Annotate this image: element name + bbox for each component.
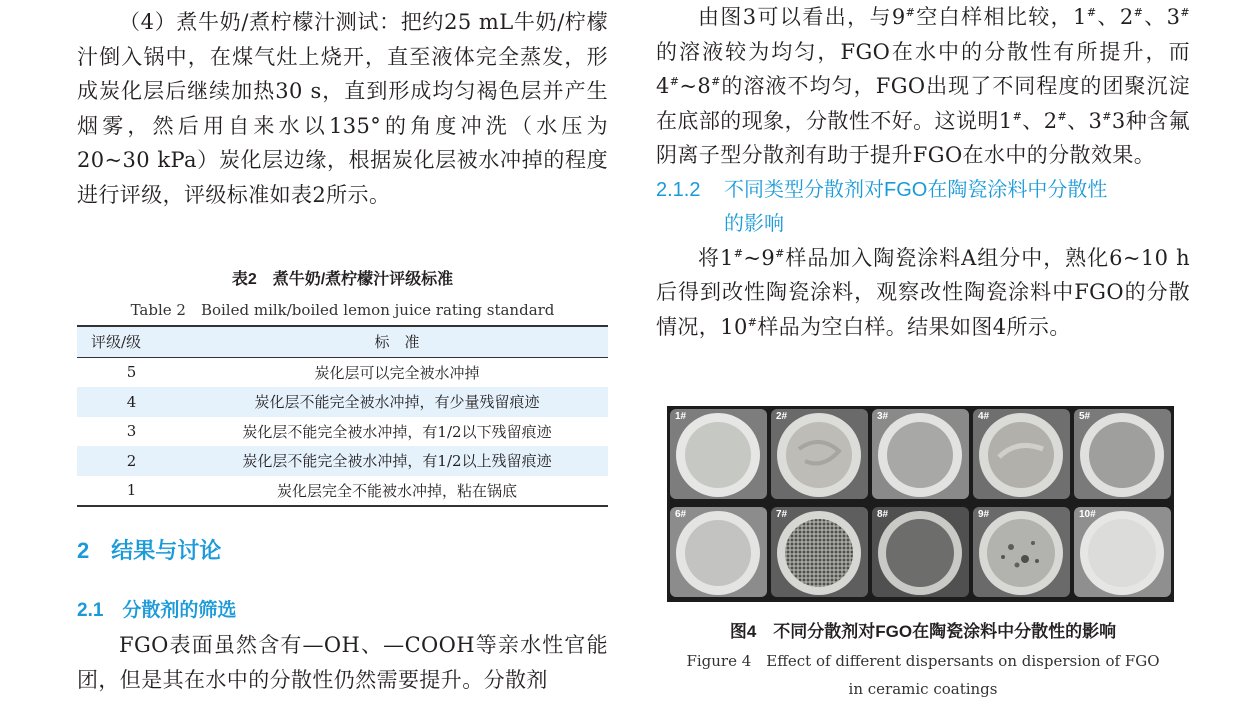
table-caption-zh: 表2 煮牛奶/煮柠檬汁评级标准: [231, 271, 454, 288]
sample-dish: [670, 507, 767, 597]
sample-dish: [973, 507, 1070, 597]
table-cell-grade: 1: [126, 481, 137, 500]
sample-label: 2#: [776, 411, 788, 422]
sample-label: 1#: [675, 411, 687, 422]
sample-dish: [771, 409, 868, 499]
table-header-standard: 标 准: [374, 333, 420, 352]
fig3-discussion-paragraph: 由图3可以看出，与9#空白样相比较，1#、2#、3#的溶液较为均匀，FGO在水中的分散性有所提升，而4#~8#的溶液不均匀，FGO出现了不同程度的团聚沉淀在底部的现象，分散性不好。这说明1#、2#、3#3种含氟阴离子型分散剂有助于提升FGO在水中的分散效果。: [656, 5, 1190, 167]
boil-test-paragraph: （4）煮牛奶/煮柠檬汁测试：把约25 mL牛奶/柠檬汁倒入锅中，在煤气灶上烧开，直至液体完全蒸发，形成炭化层后继续加热30 s，直到形成均匀褐色层并产生烟雾，然后用自来水以135°的角度冲洗（水压为20~30 kPa）炭化层边缘，根据炭化层被水冲掉的程度进行评级，评级标准如表2所示。: [77, 10, 608, 207]
sample-dish: [1074, 507, 1171, 597]
sample-label: 5#: [1079, 411, 1091, 422]
left-column: [77, 0, 608, 212]
table-header-row: [77, 326, 608, 357]
sample-label: 9#: [978, 509, 990, 520]
fgo-paragraph: FGO表面虽然含有—OH、—COOH等亲水性官能团，但是其在水中的分散性仍然需要提升。分散剂: [77, 633, 608, 692]
table-cell-grade: 4: [126, 392, 137, 411]
sample-label: 4#: [978, 411, 990, 422]
sample-dish: [872, 507, 969, 597]
section-heading-2: 2 结果与讨论: [77, 538, 222, 563]
sample-label: 7#: [776, 509, 788, 520]
figure-caption-zh: 图4 不同分散剂对FGO在陶瓷涂料中分散性的影响: [729, 622, 1117, 641]
sample-label: 10#: [1079, 509, 1096, 520]
sample-dish: [973, 409, 1070, 499]
right-column: [656, 0, 1190, 344]
left-tail: [77, 628, 608, 697]
table-cell-grade: 3: [126, 422, 137, 441]
sample-dish: [872, 409, 969, 499]
sample-label: 6#: [675, 509, 687, 520]
section-heading-2-1: 2.1 分散剂的筛选: [77, 600, 237, 621]
table-cell-standard: 炭化层不能完全被水冲掉，有少量残留痕迹: [254, 393, 540, 412]
sample-label: 8#: [877, 509, 889, 520]
table-caption-en: Table 2 Boiled milk/boiled lemon juice rating standard: [130, 301, 555, 319]
table-header-grade: 评级/级: [91, 333, 142, 352]
table-cell-grade: 2: [126, 451, 137, 470]
table-cell-standard: 炭化层可以完全被水冲掉: [314, 363, 480, 382]
subsection-heading-2-1-2: 2.1.2 不同类型分散剂对FGO在陶瓷涂料中分散性 的影响: [656, 178, 1108, 235]
table-row: [77, 476, 608, 507]
table-cell-standard: 炭化层不能完全被水冲掉，有1/2以上残留痕迹: [242, 452, 552, 471]
fig4-intro-paragraph: 将1#~9#样品加入陶瓷涂料A组分中，熟化6~10 h后得到改性陶瓷涂料，观察改性陶瓷涂料中FGO的分散情况，10#样品为空白样。结果如图4所示。: [656, 245, 1190, 339]
sample-label: 3#: [877, 411, 889, 422]
table-row: [77, 417, 608, 447]
sample-dish: [1074, 409, 1171, 499]
table-cell-standard: 炭化层完全不能被水冲掉，粘在锅底: [276, 481, 517, 500]
table-row: [77, 446, 608, 476]
figure-4-dispersion-photos: [667, 406, 1174, 602]
table-row: [77, 357, 608, 387]
figure-caption-en: Figure 4 Effect of different dispersants on dispersion of FGO in ceramic coatings: [686, 652, 1160, 698]
table-cell-grade: 5: [126, 363, 137, 382]
sample-dish: [670, 409, 767, 499]
sample-dish: [771, 507, 868, 597]
table-cell-standard: 炭化层不能完全被水冲掉，有1/2以下残留痕迹: [242, 422, 552, 441]
table-row: [77, 387, 608, 417]
rating-table: [77, 325, 608, 507]
